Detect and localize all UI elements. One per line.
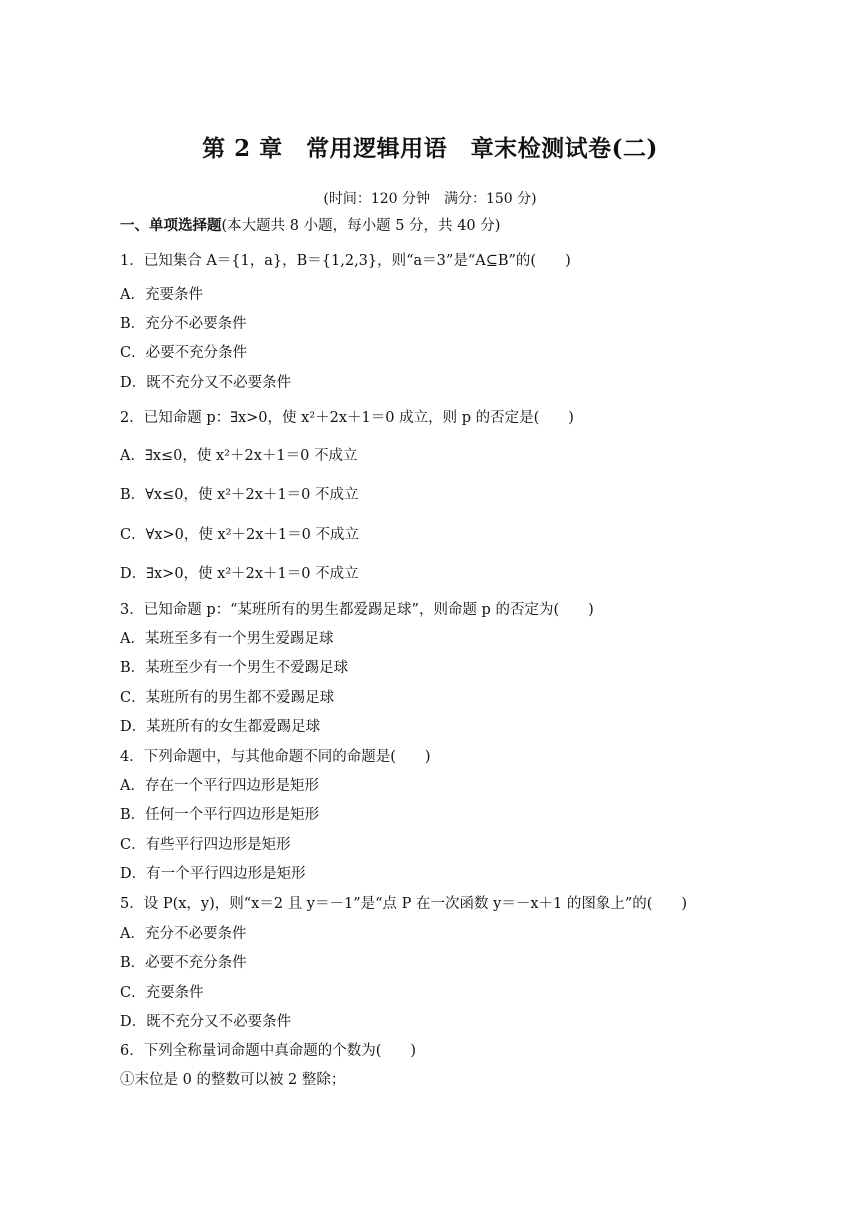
option: C．有些平行四边形是矩形 <box>120 837 291 853</box>
option: D．某班所有的女生都爱踢足球 <box>120 719 321 735</box>
exam-meta: (时间：120 分钟 满分：150 分) <box>323 191 537 207</box>
section-heading <box>120 216 500 236</box>
option: D．∃x>0，使 x²＋2x＋1＝0 不成立 <box>120 566 359 582</box>
question-stem: 1．已知集合 A＝{1，a}，B＝{1,2,3}，则“a＝3”是“A⊆B”的( ) <box>120 253 571 269</box>
question-stem: 4．下列命题中，与其他命题不同的命题是( ) <box>120 749 431 765</box>
section-desc: (本大题共 8 小题，每小题 5 分，共 40 分) <box>221 218 501 234</box>
option: D．既不充分又不必要条件 <box>120 375 292 391</box>
option: D．既不充分又不必要条件 <box>120 1014 292 1030</box>
option: B．∀x≤0，使 x²＋2x＋1＝0 不成立 <box>120 487 359 503</box>
option: C．∀x>0，使 x²＋2x＋1＝0 不成立 <box>120 527 359 543</box>
option: A．充分不必要条件 <box>120 926 247 942</box>
option: A．∃x≤0，使 x²＋2x＋1＝0 不成立 <box>120 448 358 464</box>
option: A．某班至多有一个男生爱踢足球 <box>120 631 334 647</box>
option: A．存在一个平行四边形是矩形 <box>120 778 319 794</box>
question-stem: 6．下列全称量词命题中真命题的个数为( ) <box>120 1043 417 1059</box>
option: C．某班所有的男生都不爱踢足球 <box>120 690 335 706</box>
question-stem: 5．设 P(x，y)，则“x＝2 且 y＝－1”是“点 P 在一次函数 y＝－x＋1 的图象上”的( ) <box>120 896 688 912</box>
option: B．必要不充分条件 <box>120 955 247 971</box>
option: A．充要条件 <box>120 287 203 303</box>
option: D．有一个平行四边形是矩形 <box>120 866 306 882</box>
option: C．必要不充分条件 <box>120 345 248 361</box>
section-label: 一、单项选择题 <box>120 217 222 234</box>
question-stem: 3．已知命题 p：“某班所有的男生都爱踢足球”，则命题 p 的否定为( ) <box>120 602 594 618</box>
page-title: 第 2 章 常用逻辑用语 章末检测试卷(二) <box>202 135 658 162</box>
option: B．某班至少有一个男生不爱踢足球 <box>120 660 349 676</box>
option: B．任何一个平行四边形是矩形 <box>120 807 320 823</box>
statement-item: ①末位是 0 的整数可以被 2 整除； <box>120 1072 346 1088</box>
option: B．充分不必要条件 <box>120 316 247 332</box>
question-stem: 2．已知命题 p：∃x>0，使 x²＋2x＋1＝0 成立，则 p 的否定是( ) <box>120 410 574 426</box>
option: C．充要条件 <box>120 985 204 1001</box>
